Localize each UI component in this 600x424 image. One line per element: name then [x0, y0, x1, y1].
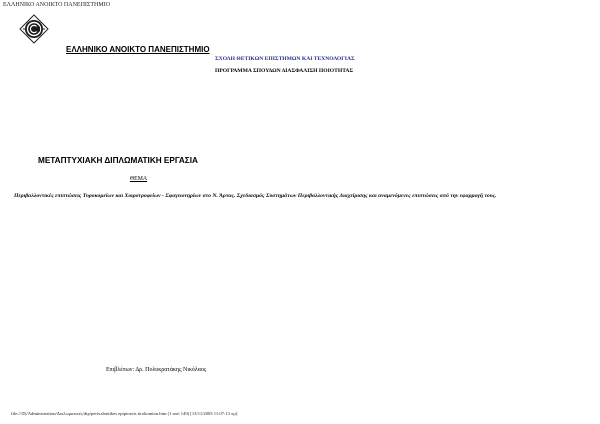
program-name: ΠΡΟΓΡΑΜΜΑ ΣΠΟΥΔΩΝ ΔΙΑΣΦΑΛΙΣΗ ΠΟΙΟΤΗΤΑΣ: [215, 68, 354, 74]
supervisor-line: Επιβλέπων: Δρ. Πολυκρατάκης Νικόλαος: [106, 367, 207, 373]
thesis-type-heading: ΜΕΤΑΠΤΥΧΙΑΚΗ ΔΙΠΛΩΜΑΤΙΚΗ ΕΡΓΑΣΙΑ: [38, 156, 198, 165]
university-name: ΕΛΛΗΝΙΚΟ ΑΝΟΙΚΤΟ ΠΑΝΕΠΙΣΤΗΜΙΟ: [66, 45, 210, 54]
university-emblem-icon: [19, 14, 49, 44]
browser-print-footer-path: file:///D|/Administration/Διπλωματικές/dip/perivalontikes epiptoseis tirokomion.htm (1 από 149) [13/11/2003 11:07:13 πμ]: [11, 411, 238, 416]
school-name: ΣΧΟΛΗ ΘΕΤΙΚΩΝ ΕΠΙΣΤΗΜΩΝ ΚΑΙ ΤΕΧΝΟΛΟΓΙΑΣ: [215, 56, 355, 62]
thesis-title: Περιβαλλοντικές επιπτώσεις Τυροκομείων και Χοιροτροφείων - Σφαγειοτηρίων στο Ν. Άρτας. Σχεδιασμός Συστημάτων Περιβαλλοντικής Διαχείρισης και αναμενόμενες επιπτώσεις από την εφαρμογή τους.: [14, 193, 497, 199]
subject-label: ΘΕΜΑ: [130, 176, 148, 182]
browser-print-header-title: ΕΛΛΗΝΙΚΟ ΑΝΟΙΚΤΟ ΠΑΝΕΠΙΣΤΗΜΙΟ: [3, 2, 111, 8]
